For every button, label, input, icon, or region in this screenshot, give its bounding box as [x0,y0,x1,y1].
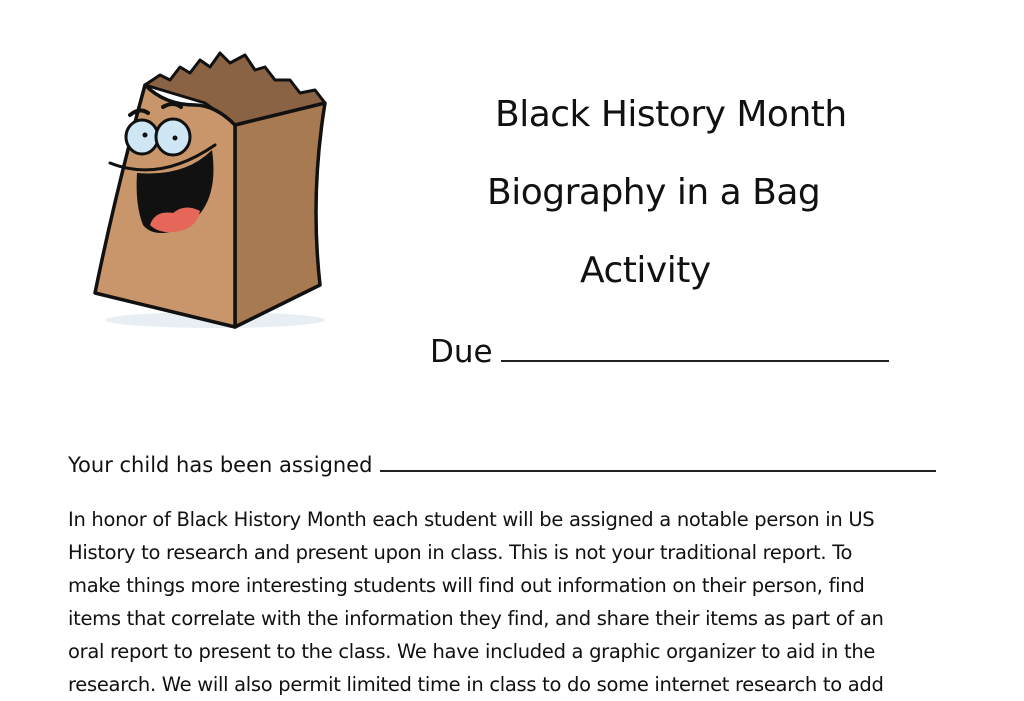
assigned-field [68,448,936,477]
body-line: items that correlate with the information they find, and share their items as part of an [68,607,884,630]
paper-bag-illustration [85,45,340,335]
assigned-label: Your child has been assigned [68,453,373,477]
body-line: oral report to present to the class. We have included a graphic organizer to aid in the [68,640,876,663]
body-line: History to research and present upon in class. This is not your traditional report. To [68,541,853,564]
body-line: make things more interesting students will find out information on their person, find [68,574,865,597]
paper-bag-icon [85,45,340,335]
title-line-3: Activity [580,250,711,291]
due-field [430,330,889,370]
due-label: Due [430,334,493,370]
assigned-blank-line[interactable] [380,448,936,472]
body-line: In honor of Black History Month each student will be assigned a notable person in US [68,508,875,531]
due-blank-line[interactable] [501,330,889,362]
title-line-2: Biography in a Bag [487,172,821,213]
title-line-1: Black History Month [495,94,847,135]
body-line: research. We will also permit limited time in class to do some internet research to add [68,673,884,696]
body-paragraph [68,503,988,701]
